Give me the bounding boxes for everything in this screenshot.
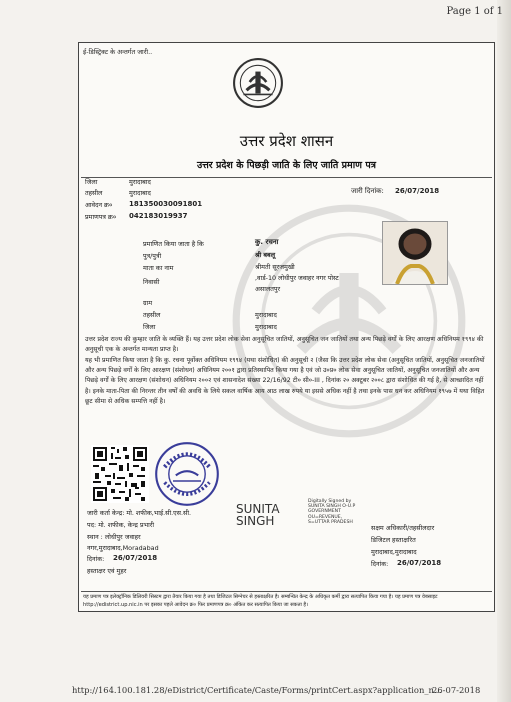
certify-intro-label: प्रमाणित किया जाता है कि [143,240,204,248]
mother-label: माता का नाम [143,264,174,272]
signature-name-line2: SINGH [236,514,275,528]
application-no-value: 181350030091801 [129,200,203,208]
issue-date-value: 26/07/2018 [395,187,440,195]
issuer-date-value: 26/07/2018 [113,554,158,562]
print-url: http://164.100.181.28/eDistrict/Certificate/Caste/Forms/printCert.aspx?application_n... [72,685,442,695]
district-label: जिला [85,178,98,186]
up-government-emblem-icon [232,57,284,109]
authority-date-label: दिनांक: [371,560,389,568]
verification-footer-note: यह प्रमाण पत्र इलेक्ट्रॉनिक डिलिवरी सिस्टम द्वारा तैयार किया गया है तथा डिजिटल सिग्नेचर से हस्ताक्षरित है। सम्बन्धित केन्द्र के अधिकृत कर्मी द्वारा सत्यापित किया गया है। यह प्रमाण पत्र वेबसाइट http://edistrict.up.nic.in पर इसका पहले आवेदन क्र० फिर प्रमाणपत्र क्र० अंकित कर सत्यापित किया जा सकता है। [83,594,438,609]
issuer-center: जारी कर्ता केन्द्र: मो. शफीक,भाई.सी.एस.सी. [87,509,192,517]
person-district-value: मुरादाबाद [255,323,277,331]
page-number: Page 1 of 1 [446,6,503,17]
tehsil-label: तहसील [85,189,103,197]
issuer-place-label: स्थान : लोधीपुर जवाहर [87,533,141,541]
resident-address-line2: असालतपुर [255,285,281,293]
resident-label: निवासी [143,278,160,286]
signature-name-line1: SUNITA [236,502,280,516]
father-name: श्री बबलू [255,251,276,259]
issuer-sign-label: हस्ताक्षर एवं मुहर [87,567,127,575]
center-seal-stamp [152,439,222,509]
person-tehsil-label: तहसील [143,311,161,319]
issuer-post: पद: मो. शफीक, केन्द्र प्रभारी [87,521,155,529]
applicant-name: कु. रचना [255,238,279,246]
header-note: ई-डिस्ट्रिक्ट के अन्तर्गत जारी.. [83,48,153,56]
caste-paragraph: उत्तर प्रदेश राज्य की कुम्हार जाति के व्यक्ति हैं। यह उत्तर प्रदेश लोक सेवा अनुसूचित जातियों, अनुसूचित जन जातियों तथा अन्य पिछड़े वर्गों के लिए आरक्षण अधिनियम १९९४ की अनुसूची एक के अन्तर्गत मान्यता प्राप्त है। [85,336,484,354]
authority-date-value: 26/07/2018 [397,559,442,567]
district-value: मुरादाबाद [129,178,151,186]
certificate-subtitle: उत्तर प्रदेश के पिछड़ी जाति के लिए जाति प्रमाण पत्र [197,160,376,171]
issuer-place-value: नगर,मुरादाबाद,Moradabad [87,544,159,552]
creamy-layer-paragraph: यह भी प्रमाणित किया जाता है कि कु. रचना पूर्वोक्त अधिनियम १९९४ (यथा संशोधित) की अनुसूची २ (जैसा कि उत्तर प्रदेश लोक सेवा (अनुसूचित जातियों, अनुसूचित जनजातियों और अन्य पिछड़े वर्गों के लिए आरक्षण (संशोधन) अधिनियम २००१ द्वारा प्रतिस्थापित किया गया है एवं जो उ०प्र० लोक सेवा अनुसूचित जातियों, अनुसूचित जनजातियों और अन्य पिछड़े वर्गों के लिए आरक्षण (संशोधन) अधिनियम २००२ एवं शासनादेश संख्या 22/16/92 टी० सी०-III , दिनांक २० अक्टूबर २००८ द्वारा संशोधित की गई है, से आच्छादित नहीं है। इनके माता-पिता की निरन्तर तीन वर्षों की अवधि के लिये सकल वार्षिक आय आठ लाख रुपये या इससे अधिक नहीं है तथा इनके पास धन कर अधिनियम १९५७ में यथा विहित छूट सीमा से अधिक सम्पत्ति नहीं है। [85,357,485,405]
tehsil-value: मुरादाबाद [129,189,151,197]
digital-signature-details: Digitally Signed by SUNITA SINGH O-U.P GOVERNMENT OU=REVENUE, S=UTTAR PRADESH [308,499,356,525]
certificate-no-label: प्रमाणपत्र क्र० [85,213,117,221]
issuer-date-label: दिनांक: [87,555,105,563]
person-district-label: जिला [143,323,156,331]
person-tehsil-value: मुरादाबाद [255,311,277,319]
authority-location: मुरादाबाद,मुरादाबाद [371,548,417,556]
issue-date-label: जारी दिनांक: [351,187,384,195]
page-edge-shadow [497,0,511,702]
certificate [78,42,495,612]
applicant-photo [382,221,448,285]
qr-code [91,445,149,503]
father-label: पुत्र/पुत्री [143,252,162,260]
application-no-label: आवेदन क्र० [85,201,113,209]
authority-digital-signed: डिजिटल हस्ताक्षरित [371,536,416,544]
print-date: 26-07-2018 [432,685,481,695]
certificate-no-value: 042183019937 [129,212,188,220]
authority-designation: सक्षम अधिकारी/तहसीलदार [371,524,435,532]
mother-name: श्रीमती सूरजमुखी [255,263,295,271]
resident-address-line1: ,वार्ड-10 लोधीपुर जवाहर नगर पोस्ट [255,274,339,282]
footer-divider [81,591,492,592]
village-label: ग्राम [143,299,153,307]
digital-signature-name [236,503,280,527]
certificate-title: उत्तर प्रदेश शासन [239,132,334,150]
